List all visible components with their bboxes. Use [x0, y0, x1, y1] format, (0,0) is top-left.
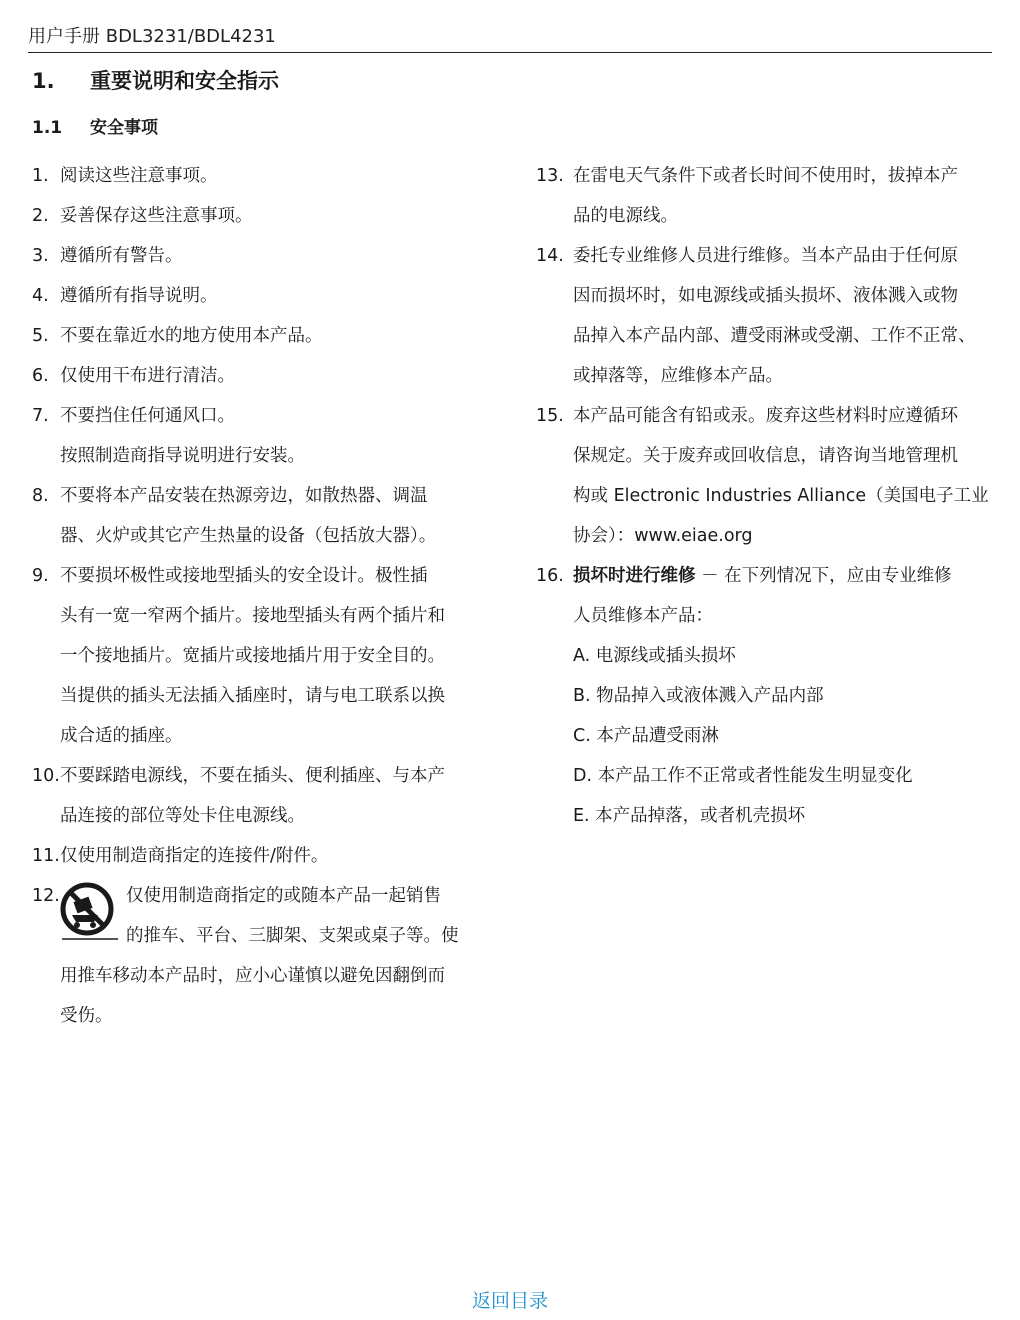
item-number: 11.: [32, 846, 60, 866]
item-line: 当提供的插头无法插入插座时，请与电工联系以换: [60, 686, 445, 706]
item-line: 协会）：www.eiae.org: [573, 526, 753, 546]
item-number: 8.: [32, 486, 49, 506]
item-line: 不要踩踏电源线，不要在插头、便利插座、与本产: [60, 766, 445, 786]
item-number: 9.: [32, 566, 49, 586]
item-line: 头有一宽一窄两个插片。接地型插头有两个插片和: [60, 606, 445, 626]
repair-condition-item: A. 电源线或插头损坏: [573, 646, 736, 666]
repair-condition-item: C. 本产品遭受雨淋: [573, 726, 719, 746]
list-item: [32, 756, 502, 836]
list-item: [32, 396, 502, 476]
repair-conditions-list: [536, 636, 996, 836]
list-item: [32, 356, 502, 396]
safety-list-left: [32, 156, 502, 876]
list-item: [536, 236, 996, 396]
item-line: 因而损坏时，如电源线或插头损坏、液体溅入或物: [573, 286, 958, 306]
item-number: 12.: [32, 886, 60, 906]
item-line: 本产品可能含有铅或汞。废弃这些材料时应遵循环: [573, 406, 958, 426]
item-16-heading: 损坏时进行维修: [573, 566, 696, 586]
manual-title: 用户手册 BDL3231/BDL4231: [28, 26, 276, 47]
repair-condition-item: D. 本产品工作不正常或者性能发生明显变化: [573, 766, 913, 786]
item-16-intro: － 在下列情况下，应由专业维修: [695, 566, 952, 586]
subsection-title: 安全事项: [90, 118, 158, 138]
subsection-heading: [32, 115, 158, 141]
item-line: 仅使用制造商指定的连接件/附件。: [60, 846, 329, 866]
item-line: 妥善保存这些注意事项。: [60, 206, 253, 226]
repair-condition-item: B. 物品掉入或液体溅入产品内部: [573, 686, 824, 706]
item-line: 遵循所有警告。: [60, 246, 183, 266]
repair-condition-item: E. 本产品掉落，或者机壳损坏: [573, 806, 806, 826]
item-line: 不要在靠近水的地方使用本产品。: [60, 326, 323, 346]
item-number: 16.: [536, 566, 564, 586]
page-header: [28, 24, 992, 53]
list-item-12: [32, 876, 502, 1036]
item-number: 3.: [32, 246, 49, 266]
item-line: 不要将本产品安装在热源旁边，如散热器、调温: [60, 486, 428, 506]
item-number: 1.: [32, 166, 49, 186]
left-column: [32, 156, 502, 1036]
item-line: 器、火炉或其它产生热量的设备（包括放大器）。: [60, 526, 437, 546]
item-number: 4.: [32, 286, 49, 306]
item-line: 阅读这些注意事项。: [60, 166, 218, 186]
item-line: 品掉入本产品内部、遭受雨淋或受潮、工作不正常、: [573, 326, 976, 346]
item-number: 14.: [536, 246, 564, 266]
item-line: 一个接地插片。宽插片或接地插片用于安全目的。: [60, 646, 445, 666]
item-number: 10.: [32, 766, 60, 786]
list-item-16: [536, 556, 996, 636]
list-item: [32, 316, 502, 356]
item-line: 成合适的插座。: [60, 726, 183, 746]
item-line: 遵循所有指导说明。: [60, 286, 218, 306]
item-line: 的推车、平台、三脚架、支架或桌子等。使: [126, 926, 459, 946]
item-line: 委托专业维修人员进行维修。当本产品由于任何原: [573, 246, 958, 266]
item-line: 品连接的部位等处卡住电源线。: [60, 806, 305, 826]
safety-list-right: [536, 156, 996, 556]
item-line: 在雷电天气条件下或者长时间不使用时，拔掉本产: [573, 166, 958, 186]
item-number: 5.: [32, 326, 49, 346]
section-heading: [32, 66, 279, 96]
item-line: 不要损坏极性或接地型插头的安全设计。极性插: [60, 566, 428, 586]
item-number: 6.: [32, 366, 49, 386]
item-line: 不要挡住任何通风口。: [60, 406, 235, 426]
item-line: 按照制造商指导说明进行安装。: [60, 446, 305, 466]
cart-tip-over-warning-icon: [58, 882, 120, 944]
list-item: [32, 836, 502, 876]
list-item: [536, 396, 996, 556]
item-line: [573, 556, 996, 596]
item-number: 2.: [32, 206, 49, 226]
item-line: 仅使用制造商指定的或随本产品一起销售: [126, 886, 441, 906]
subsection-number: 1.1: [32, 118, 63, 138]
section-number: 1.: [32, 69, 55, 93]
item-line: 用推车移动本产品时，应小心谨慎以避免因翻倒而: [60, 966, 445, 986]
back-to-contents-link[interactable]: 返回目录: [471, 1290, 548, 1312]
list-item: [32, 196, 502, 236]
list-item: [32, 236, 502, 276]
item-line: 或掉落等，应维修本产品。: [573, 366, 783, 386]
list-item: [32, 476, 502, 556]
item-number: 13.: [536, 166, 564, 186]
list-item: [32, 156, 502, 196]
item-number: 7.: [32, 406, 49, 426]
item-line: 品的电源线。: [573, 206, 678, 226]
item-line: 保规定。关于废弃或回收信息，请咨询当地管理机: [573, 446, 958, 466]
right-column: [536, 156, 996, 836]
list-item: [32, 276, 502, 316]
item-line: 构或 Electronic Industries Alliance（美国电子工业: [573, 486, 989, 506]
section-title: 重要说明和安全指示: [90, 69, 279, 93]
item-line: 仅使用干布进行清洁。: [60, 366, 235, 386]
item-number: 15.: [536, 406, 564, 426]
list-item: [32, 556, 502, 756]
list-item: [536, 156, 996, 236]
item-line: 受伤。: [60, 1006, 113, 1026]
item-line: 人员维修本产品：: [573, 606, 713, 626]
